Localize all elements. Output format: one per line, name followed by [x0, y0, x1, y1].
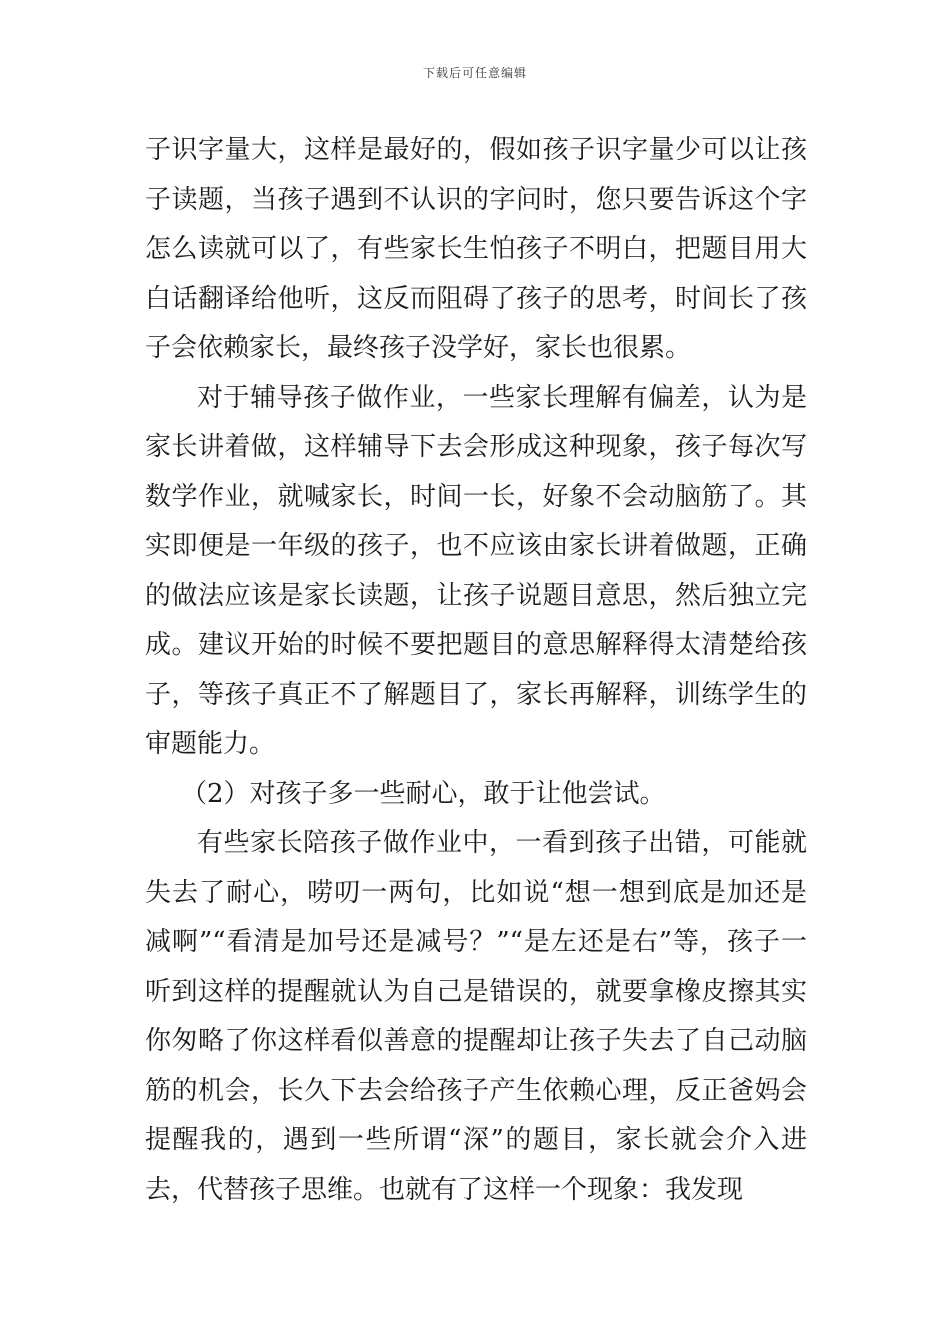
paragraph-patience: 有些家长陪孩子做作业中，一看到孩子出错，可能就失去了耐心，唠叨一两句，比如说“想一想到底是加还是减啊”“看清是加号还是减号？”“是左还是右”等，孩子一听到这样的提醒就认为自己是错误的，就要拿橡皮擦其实你匆略了你这样看似善意的提醒却让孩子失去了自己动脑筋的机会，长久下去会给孩子产生依赖心理，反正爸妈会提醒我的，遇到一些所谓“深”的题目，家长就会介入进去，代替孩子思维。也就有了这样一个现象：我发现 [145, 828, 807, 1205]
body-text [145, 126, 807, 1215]
paragraph-continuation: 子识字量大，这样是最好的，假如孩子识字量少可以让孩子读题，当孩子遇到不认识的字问时，您只要告诉这个字怎么读就可以了，有些家长生怕孩子不明白，把题目用大白话翻译给他听，这反而阻碍了孩子的思考，时间长了孩子会依赖家长，最终孩子没学好，家长也很累。 [145, 135, 807, 363]
paragraph-homework-guidance: 对于辅导孩子做作业，一些家长理解有偏差，认为是家长讲着做，这样辅导下去会形成这种现象，孩子每次写数学作业，就喊家长，时间一长，好象不会动脑筋了。其实即便是一年级的孩子，也不应该由家长讲着做题，正确的做法应该是家长读题，让孩子说题目意思，然后独立完成。建议开始的时候不要把题目的意思解释得太清楚给孩子，等孩子真正不了解题目了，家长再解释，训练学生的审题能力。 [145, 382, 807, 759]
section-heading-patience: （2）对孩子多一些耐心，敢于让他尝试。 [181, 778, 666, 809]
header-note: 下载后可任意编辑 [422, 66, 527, 80]
